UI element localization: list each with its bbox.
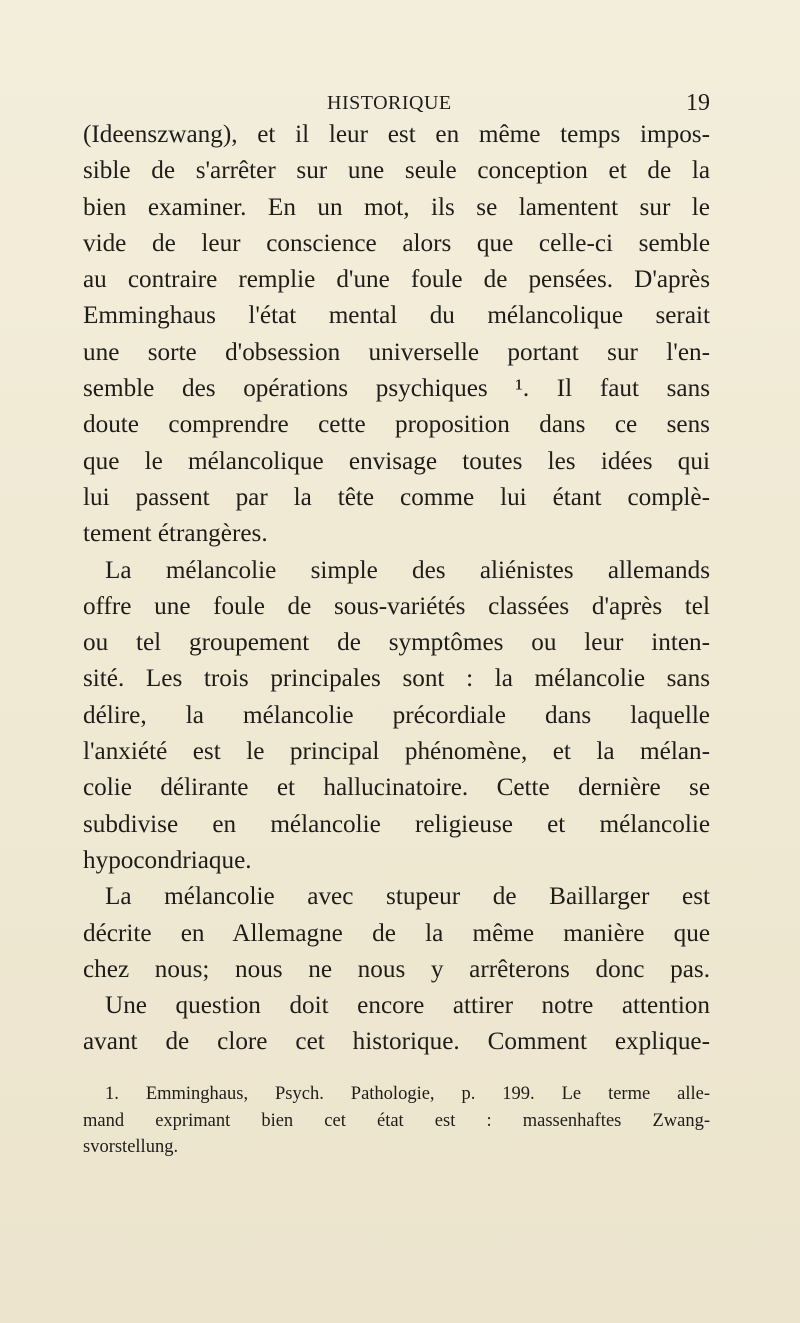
text-line: lui passent par la tête comme lui étant complè-	[83, 483, 710, 511]
page-number: 19	[686, 90, 710, 116]
text-line: doute comprendre cette proposition dans ce sens	[83, 411, 710, 439]
body-text	[83, 117, 710, 1061]
text-line: semble des opérations psychiques ¹. Il faut sans	[83, 375, 710, 403]
text-line: une sorte d'obsession universelle portant sur l'en-	[83, 338, 710, 366]
text-line: La mélancolie avec stupeur de Baillarger est	[105, 883, 710, 911]
text-line: (Ideenszwang), et il leur est en même temps impos-	[83, 121, 710, 148]
text-line: décrite en Allemagne de la même manière que	[83, 919, 710, 947]
footnote-line: mand exprimant bien cet état est : massenhaftes Zwang-	[83, 1110, 710, 1131]
text-line: tement étrangères.	[83, 520, 268, 548]
footnote-line: svorstellung.	[83, 1137, 179, 1157]
text-line: colie délirante et hallucinatoire. Cette dernière se	[83, 774, 710, 802]
text-line: l'anxiété est le principal phénomène, et la mélan-	[83, 738, 710, 766]
text-line: offre une foule de sous-variétés classées d'après tel	[83, 592, 710, 620]
text-line: bien examiner. En un mot, ils se lamentent sur le	[83, 193, 710, 221]
footnote	[83, 1081, 710, 1161]
text-line: avant de clore cet historique. Comment explique-	[83, 1028, 710, 1056]
text-line: ou tel groupement de symptômes ou leur inten-	[83, 629, 710, 657]
text-line: vide de leur conscience alors que celle-ci semble	[83, 229, 710, 257]
page-header	[82, 92, 710, 120]
text-line: délire, la mélancolie précordiale dans laquelle	[83, 701, 710, 729]
running-title: HISTORIQUE	[327, 92, 452, 114]
text-line: que le mélancolique envisage toutes les idées qui	[83, 447, 710, 475]
text-line: chez nous; nous ne nous y arrêterons donc pas.	[83, 955, 710, 983]
text-line: sité. Les trois principales sont : la mélancolie sans	[83, 665, 710, 693]
text-line: hypocondriaque.	[83, 846, 252, 874]
text-line: au contraire remplie d'une foule de pensées. D'après	[83, 266, 710, 294]
text-line: La mélancolie simple des aliénistes allemands	[105, 556, 710, 584]
text-line: Emminghaus l'état mental du mélancolique serait	[83, 302, 710, 330]
footnote-line: 1. Emminghaus, Psych. Pathologie, p. 199. Le terme alle-	[105, 1084, 710, 1104]
text-line: subdivise en mélancolie religieuse et mélancolie	[83, 810, 710, 838]
text-line: sible de s'arrêter sur une seule conception et de la	[83, 157, 710, 185]
text-line: Une question doit encore attirer notre attention	[105, 992, 710, 1020]
